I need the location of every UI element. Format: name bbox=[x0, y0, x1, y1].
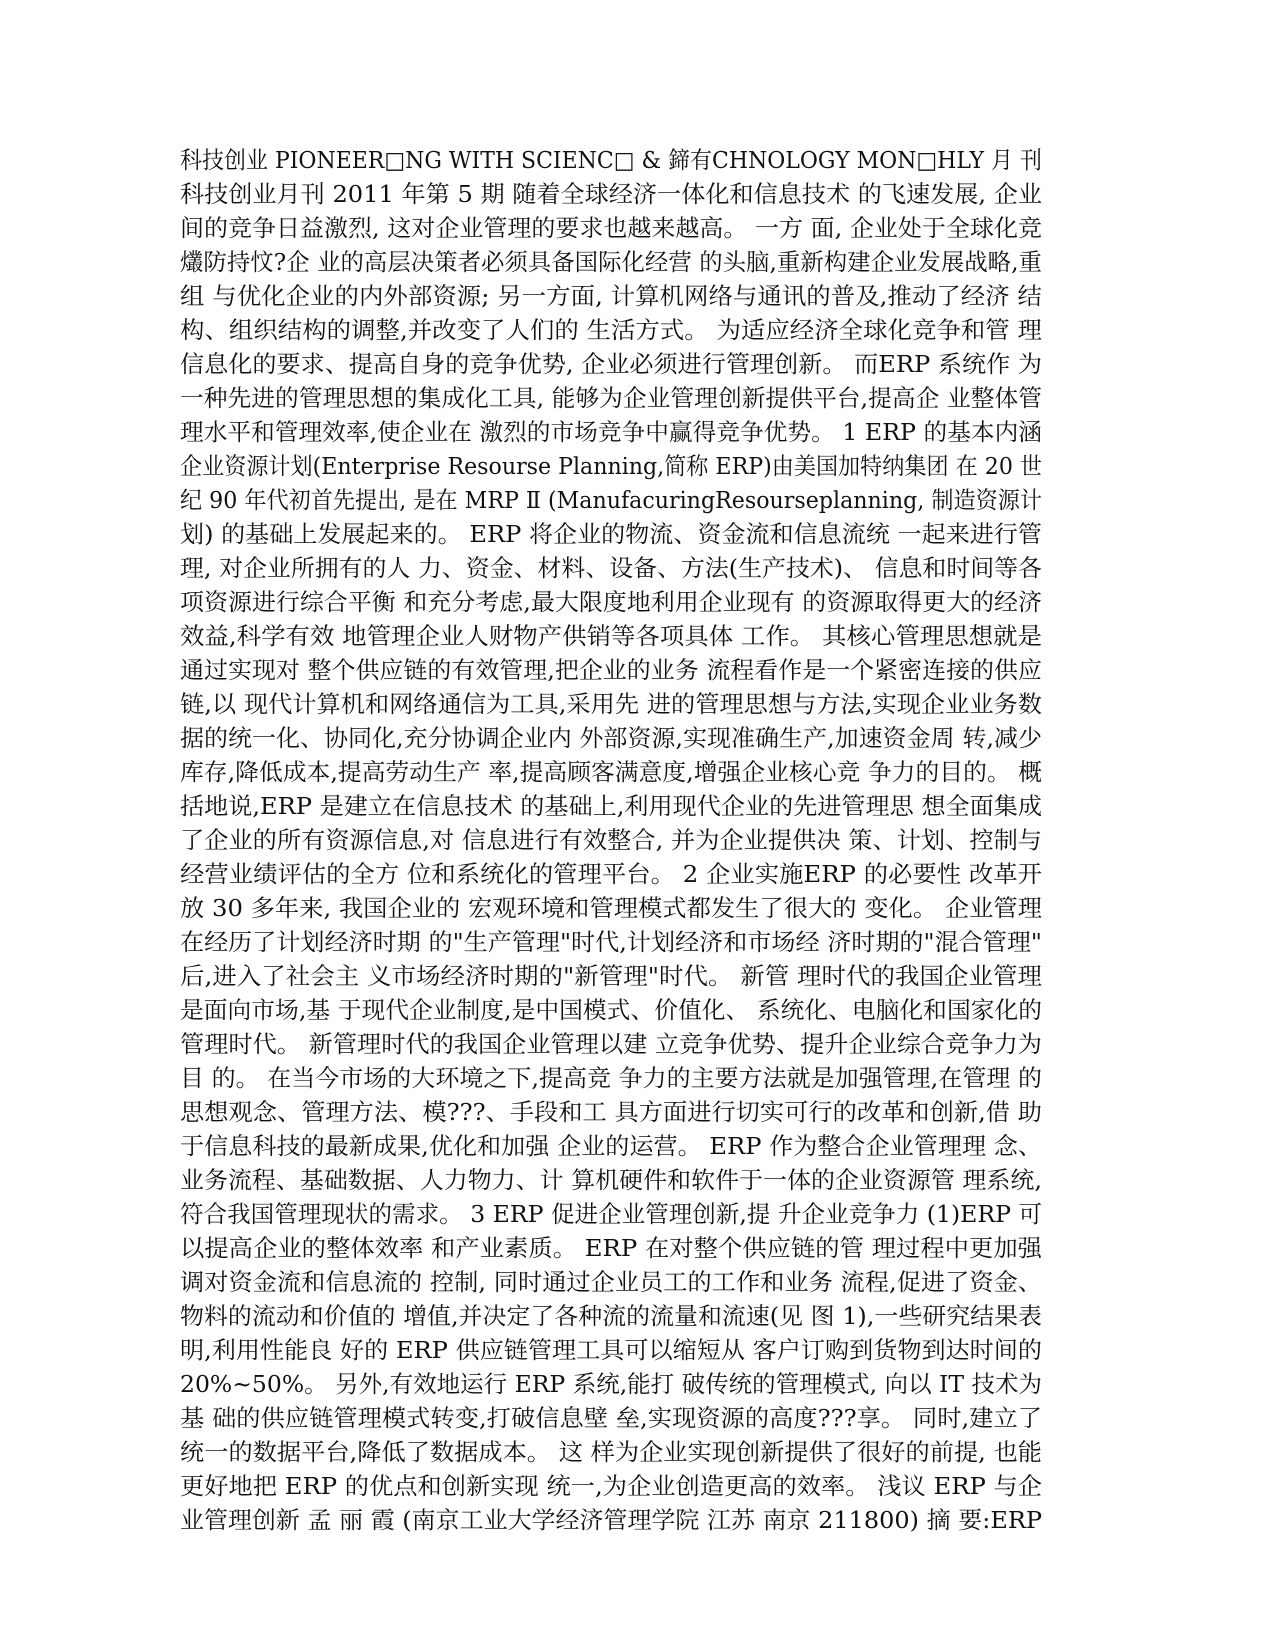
document-page bbox=[180, 143, 1050, 1537]
text-line: 纪 90 年代初首先提出, 是在 MRP Ⅱ (ManufacuringResourseplanning, 制造资源计 bbox=[180, 486, 1043, 514]
text-line: 通过实现对 整个供应链的有效管理,把企业的业务 流程看作是一个紧密连接的供应 bbox=[180, 656, 1042, 684]
text-line: 据的统一化、协同化,充分协调企业内 外部资源,实现准确生产,加速资金周 转,减少 bbox=[180, 724, 1042, 752]
text-line: 效益,科学有效 地管理企业人财物产供销等各项具体 工作。 其核心管理思想就是 bbox=[180, 622, 1042, 650]
text-line: 项资源进行综合平衡 和充分考虑,最大限度地利用企业现有 的资源取得更大的经济 bbox=[180, 588, 1042, 616]
text-line: 基 础的供应链管理模式转变,打破信息壁 垒,实现资源的高度???享。 同时,建立了 bbox=[180, 1404, 1043, 1432]
text-line: 放 30 多年来, 我国企业的 宏观环境和管理模式都发生了很大的 变化。 企业管理 bbox=[180, 894, 1042, 922]
text-line: 业管理创新 孟 丽 霞 (南京工业大学经济管理学院 江苏 南京 211800) 摘 要:ERP bbox=[180, 1506, 1043, 1534]
text-line: 链,以 现代计算机和网络通信为工具,采用先 进的管理思想与方法,实现企业业务数 bbox=[180, 690, 1043, 718]
text-line: 括地说,ERP 是建立在信息技术 的基础上,利用现代企业的先进管理思 想全面集成 bbox=[180, 792, 1043, 820]
text-line: 调对资金流和信息流的 控制, 同时通过企业员工的工作和业务 流程,促进了资金、 bbox=[180, 1268, 1043, 1296]
text-line: 构、组织结构的调整,并改变了人们的 生活方式。 为适应经济全球化竞争和管 理 bbox=[180, 316, 1042, 344]
text-line: 企业资源计划(Enterprise Resourse Planning,简称 ERP)由美国加特纳集团 在 20 世 bbox=[180, 452, 1043, 480]
text-line: 理水平和管理效率,使企业在 激烈的市场竞争中赢得竞争优势。 1 ERP 的基本内涵 bbox=[180, 418, 1042, 446]
text-line: 组 与优化企业的内外部资源; 另一方面, 计算机网络与通讯的普及,推动了经济 结 bbox=[180, 282, 1042, 310]
text-line: 统一的数据平台,降低了数据成本。 这 样为企业实现创新提供了很好的前提, 也能 bbox=[180, 1438, 1043, 1466]
text-line: 在经历了计划经济时期 的"生产管理"时代,计划经济和市场经 济时期的"混合管理" bbox=[180, 928, 1043, 956]
text-line: 20%~50%。 另外,有效地运行 ERP 系统,能打 破传统的管理模式, 向以 IT 技术为 bbox=[180, 1370, 1042, 1398]
text-line: 是面向市场,基 于现代企业制度,是中国模式、价值化、 系统化、电脑化和国家化的 bbox=[180, 996, 1043, 1024]
text-line: 经营业绩评估的全方 位和系统化的管理平台。 2 企业实施ERP 的必要性 改革开 bbox=[180, 860, 1042, 888]
text-line: 间的竞争日益激烈, 这对企业管理的要求也越来越高。 一方 面, 企业处于全球化竞 bbox=[180, 214, 1042, 242]
text-line: 目 的。 在当今市场的大环境之下,提高竞 争力的主要方法就是加强管理,在管理 的 bbox=[180, 1064, 1042, 1092]
text-line: 一种先进的管理思想的集成化工具, 能够为企业管理创新提供平台,提高企 业整体管 bbox=[180, 384, 1043, 412]
text-line: 管理时代。 新管理时代的我国企业管理以建 立竞争优势、提升企业综合竞争力为 bbox=[180, 1030, 1042, 1058]
text-line: 划) 的基础上发展起来的。 ERP 将企业的物流、资金流和信息流统 一起来进行管 bbox=[180, 520, 1043, 548]
text-line: 物料的流动和价值的 增值,并决定了各种流的流量和流速(见 图 1),一些研究结果表 bbox=[180, 1302, 1042, 1330]
text-line: 以提高企业的整体效率 和产业素质。 ERP 在对整个供应链的管 理过程中更加强 bbox=[180, 1234, 1043, 1262]
text-line: 库存,降低成本,提高劳动生产 率,提高顾客满意度,增强企业核心竞 争力的目的。 概 bbox=[180, 758, 1043, 786]
text-line: 思想观念、管理方法、模???、手段和工 具方面进行切实可行的改革和创新,借 助 bbox=[180, 1098, 1042, 1126]
text-line: 后,进入了社会主 义市场经济时期的"新管理"时代。 新管 理时代的我国企业管理 bbox=[180, 962, 1042, 990]
text-line: 了企业的所有资源信息,对 信息进行有效整合, 并为企业提供决 策、计划、控制与 bbox=[180, 826, 1043, 854]
text-line: 爜防持忟?企 业的高层决策者必须具备国际化经营 的头脑,重新构建企业发展战略,重 bbox=[180, 248, 1042, 276]
text-line: 理, 对企业所拥有的人 力、资金、材料、设备、方法(生产技术)、 信息和时间等各 bbox=[180, 554, 1042, 582]
text-line: 科技创业 PIONEER□NG WITH SCIENC□ & 鍗有CHNOLOGY MON□HLY 月 刊 bbox=[180, 146, 1043, 174]
text-line: 符合我国管理现状的需求。 3 ERP 促进企业管理创新,提 升企业竞争力 (1)ERP 可 bbox=[180, 1200, 1043, 1228]
text-line: 于信息科技的最新成果,优化和加强 企业的运营。 ERP 作为整合企业管理理 念、 bbox=[180, 1132, 1043, 1160]
text-line: 信息化的要求、提高自身的竞争优势, 企业必须进行管理创新。 而ERP 系统作 为 bbox=[180, 350, 1043, 378]
text-line: 明,利用性能良 好的 ERP 供应链管理工具可以缩短从 客户订购到货物到达时间的 bbox=[180, 1336, 1043, 1364]
text-line: 科技创业月刊 2011 年第 5 期 随着全球经济一体化和信息技术 的飞速发展, 企业 bbox=[180, 180, 1043, 208]
text-line: 业务流程、基础数据、人力物力、计 算机硬件和软件于一体的企业资源管 理系统, bbox=[180, 1166, 1042, 1194]
text-line: 更好地把 ERP 的优点和创新实现 统一,为企业创造更高的效率。 浅议 ERP 与企 bbox=[180, 1472, 1043, 1500]
